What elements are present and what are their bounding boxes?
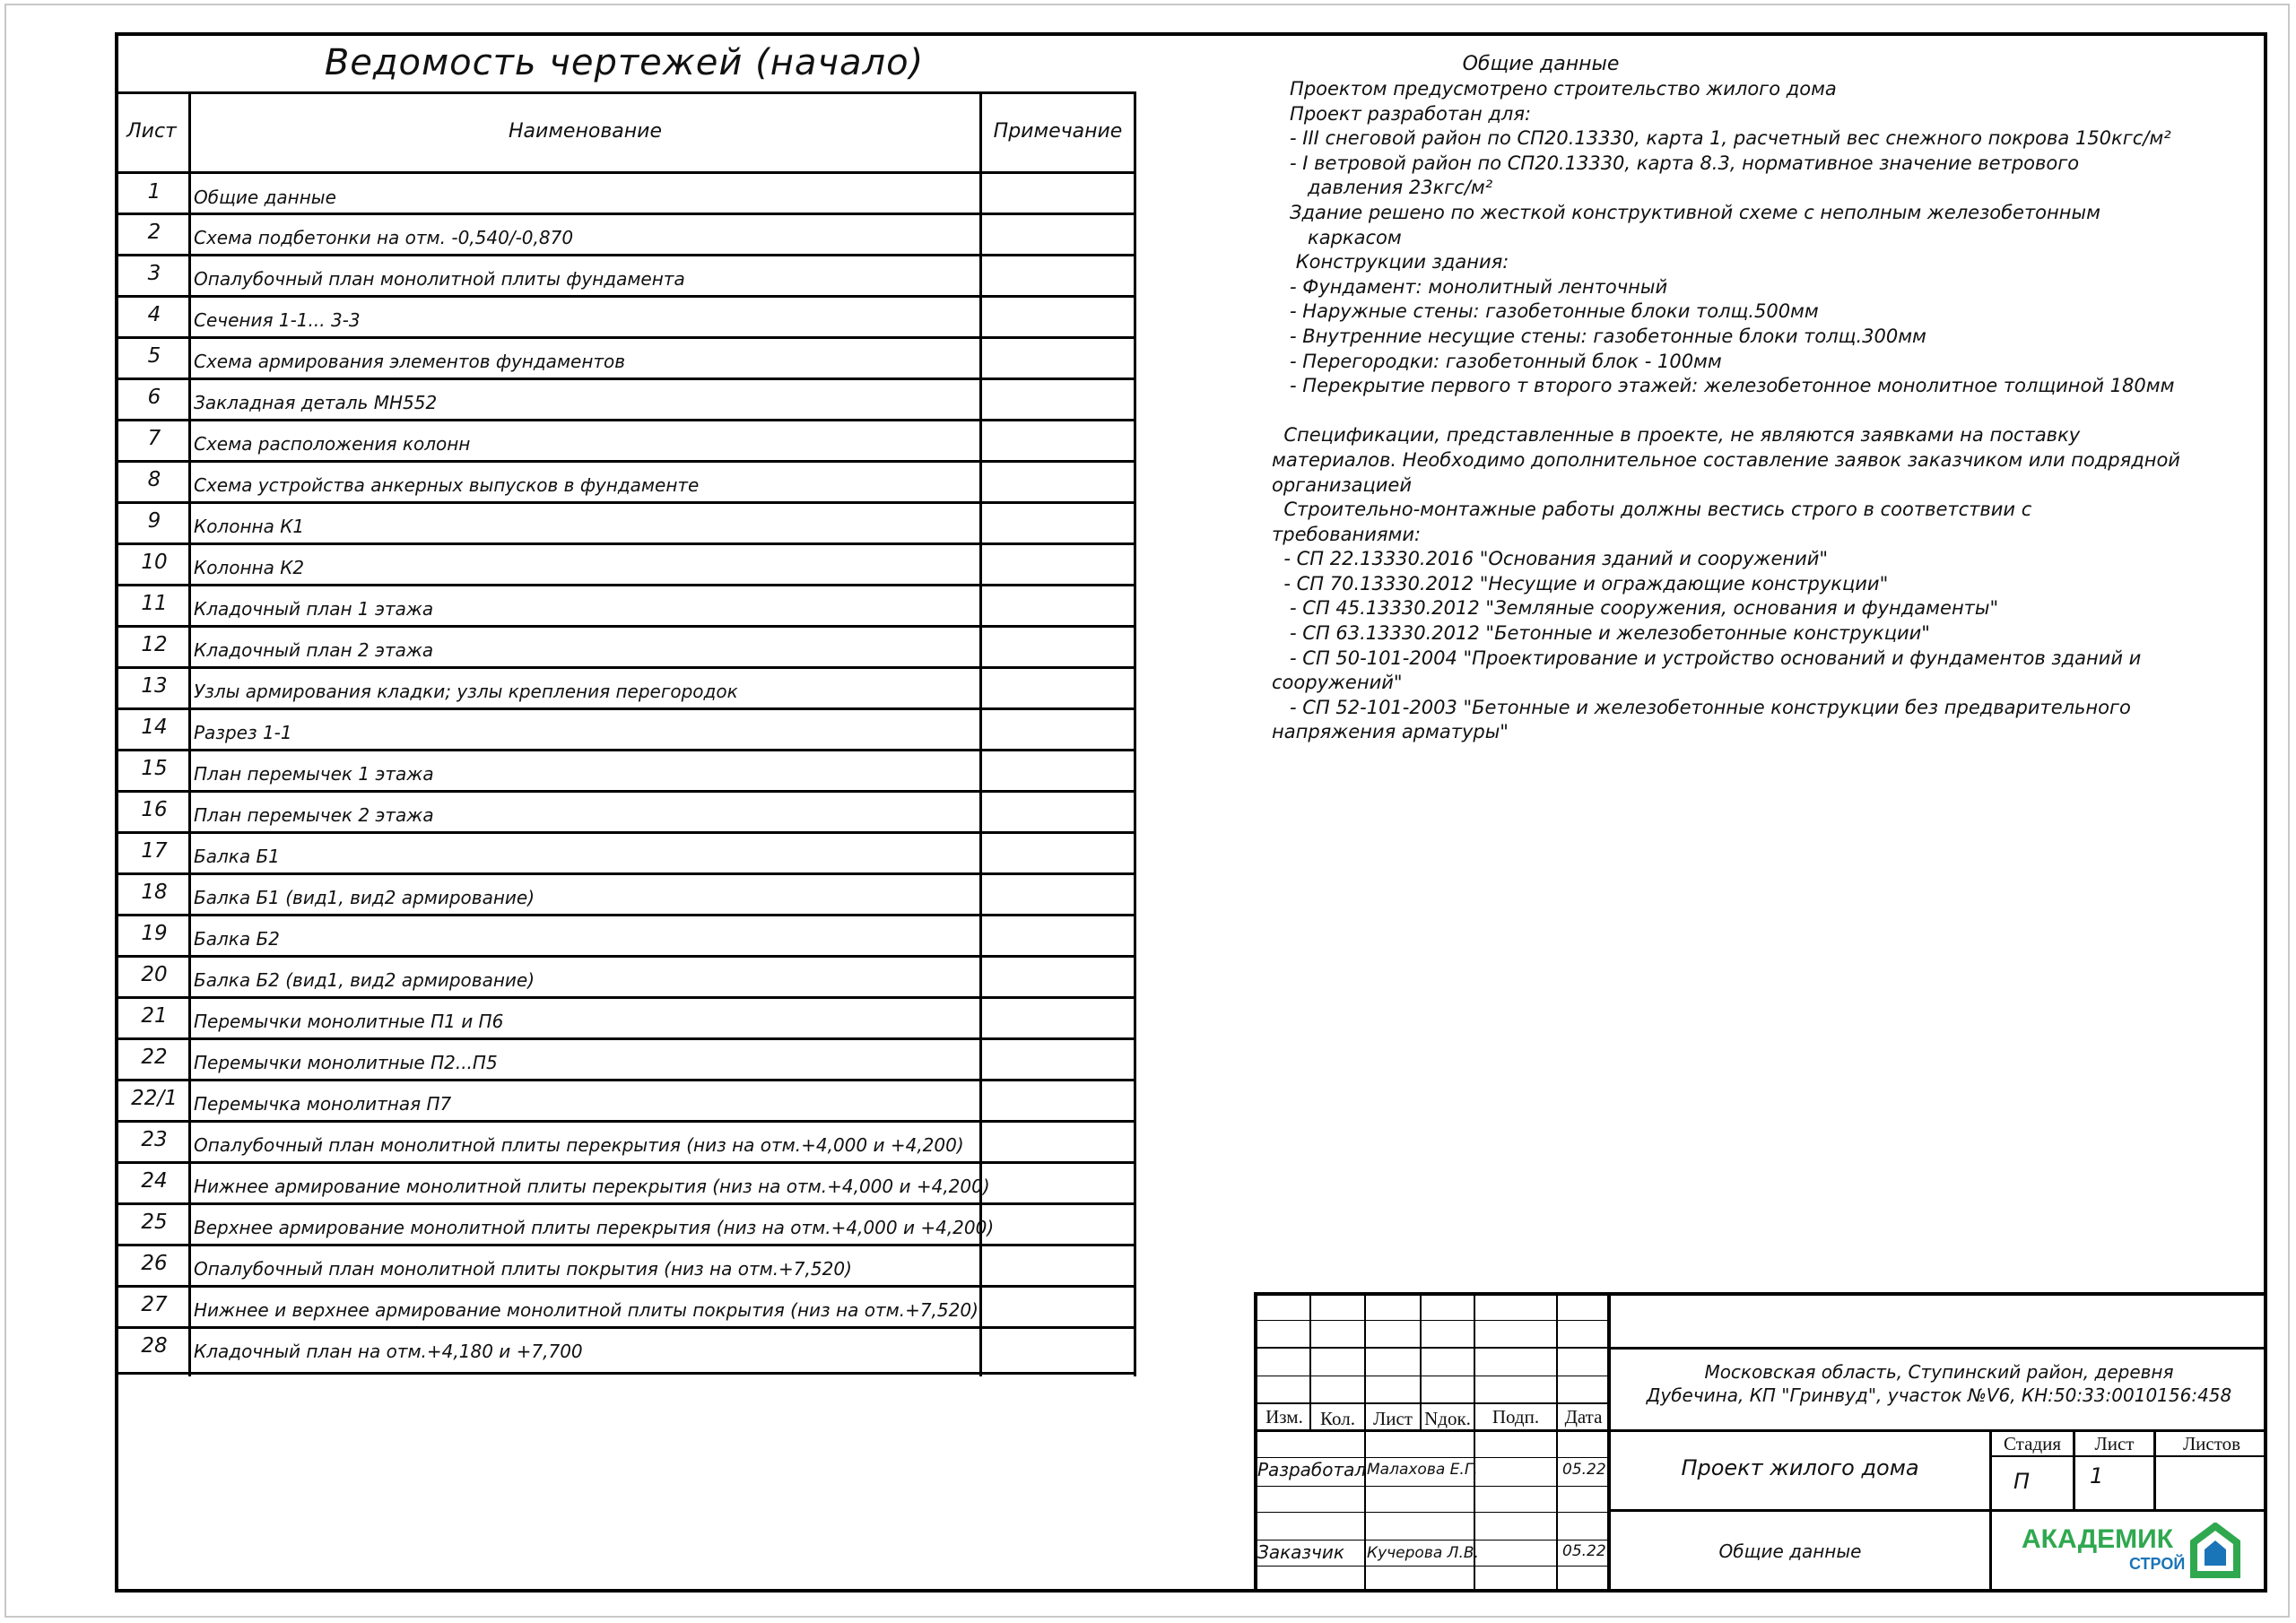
row-drawing-name: Перемычки монолитные П1 и П6 [194, 1011, 504, 1032]
project-name: Проект жилого дома [1681, 1455, 1919, 1480]
table-row-divider [115, 584, 1136, 586]
table-row-divider [115, 378, 1136, 380]
stage-value: П [2013, 1469, 2031, 1494]
row-sheet-number: 9 [147, 509, 161, 533]
table-row-divider [115, 955, 1136, 958]
row-drawing-name: Опалубочный план монолитной плиты перекрытия (низ на отм.+4,000 и +4,200) [194, 1134, 964, 1156]
table-row-divider [115, 1079, 1136, 1081]
row-sheet-number: 6 [147, 386, 161, 409]
row-sheet-number: 27 [141, 1293, 168, 1316]
developer-date: 05.22 [1562, 1461, 1606, 1479]
col-izm: Изм. [1265, 1406, 1303, 1428]
developer-role: Разработал [1257, 1459, 1367, 1480]
row-sheet-number: 2 [147, 221, 161, 244]
row-drawing-name: Нижнее и верхнее армирование монолитной плиты покрытия (низ на отм.+7,520) [194, 1299, 978, 1321]
table-row-divider [115, 1326, 1136, 1329]
notes-line: - III снеговой район по СП20.13330, карта 1, расчетный вес снежного покрова 150кгс/м² [1272, 127, 2171, 150]
row-sheet-number: 20 [141, 963, 168, 986]
notes-line: - СП 22.13330.2016 "Основания зданий и сооружений" [1272, 548, 1829, 570]
row-sheet-number: 21 [141, 1004, 168, 1028]
table-row-divider [115, 254, 1136, 256]
address-line-2: Дубечина, КП "Гринвуд", участок №V6, КН:50:33:0010156:458 [1646, 1384, 2232, 1406]
row-sheet-number: 5 [147, 344, 161, 368]
col-list: Лист [1373, 1408, 1413, 1429]
notes-line: - Фундамент: монолитный ленточный [1272, 275, 1668, 298]
notes-line: Спецификации, представленные в проекте, не являются заявками на поставку [1272, 424, 2081, 447]
notes-line: Проектом предусмотрено строительство жилого дома [1272, 78, 1837, 100]
row-drawing-name: Узлы армирования кладки; узлы крепления перегородок [194, 681, 738, 702]
table-row-divider [115, 542, 1136, 545]
row-sheet-number: 11 [141, 592, 168, 615]
developer-name: Малахова Е.Г. [1367, 1461, 1478, 1479]
logo-text-sub: СТРОЙ [2129, 1555, 2186, 1573]
row-sheet-number: 13 [141, 674, 168, 698]
table-row-divider [115, 1202, 1136, 1205]
row-sheet-number: 26 [141, 1252, 168, 1275]
register-title: Ведомость чертежей (начало) [324, 42, 925, 83]
row-drawing-name: Балка Б2 [194, 928, 280, 950]
table-row-divider [115, 707, 1136, 710]
row-drawing-name: Колонна К2 [194, 557, 305, 578]
notes-line: требованиями: [1272, 523, 1422, 545]
header-sheet: Лист [126, 120, 177, 143]
notes-line: - СП 63.13330.2012 "Бетонные и железобетонные конструкции" [1272, 622, 1930, 645]
notes-line: - СП 50-101-2004 "Проектирование и устройство оснований и фундаментов зданий и [1272, 647, 2142, 669]
table-row-divider [115, 1285, 1136, 1288]
company-logo [2013, 1521, 2246, 1584]
row-drawing-name: Опалубочный план монолитной плиты фундамента [194, 268, 685, 290]
table-row-divider [115, 1161, 1136, 1164]
row-drawing-name: План перемычек 1 этажа [194, 763, 434, 785]
house-icon [2190, 1523, 2240, 1578]
notes-line [1272, 399, 2258, 424]
row-drawing-name: Опалубочный план монолитной плиты покрытия (низ на отм.+7,520) [194, 1258, 852, 1280]
row-sheet-number: 24 [141, 1169, 168, 1193]
customer-role: Заказчик [1257, 1541, 1344, 1563]
notes-line: Здание решено по жесткой конструктивной схеме с неполным железобетонным [1272, 201, 2100, 223]
row-drawing-name: Перемычка монолитная П7 [194, 1093, 452, 1115]
table-row-divider [115, 666, 1136, 669]
row-sheet-number: 15 [141, 757, 168, 780]
notes-line: сооружений" [1272, 672, 1403, 694]
notes-line: - СП 52-101-2003 "Бетонные и железобетонные конструкции без предварительного [1272, 696, 2131, 718]
row-sheet-number: 28 [141, 1334, 168, 1358]
header-note: Примечание [993, 120, 1123, 143]
notes-line: давления 23кгс/м² [1272, 177, 1493, 199]
notes-line: Конструкции здания: [1272, 251, 1509, 273]
notes-line: - СП 45.13330.2012 "Земляные сооружения, основания и фундаменты" [1272, 597, 1999, 620]
col-data: Дата [1564, 1406, 1603, 1428]
col-podp: Подп. [1492, 1406, 1540, 1428]
table-row-divider [115, 419, 1136, 421]
row-sheet-number: 1 [147, 180, 161, 204]
notes-line: - СП 70.13330.2012 "Несущие и ограждающие конструкции" [1272, 572, 1889, 595]
row-drawing-name: Схема армирования элементов фундаментов [194, 351, 626, 372]
row-drawing-name: Схема подбетонки на отм. -0,540/-0,870 [194, 227, 574, 248]
row-drawing-name: Кладочный план на отм.+4,180 и +7,700 [194, 1341, 583, 1362]
row-sheet-number: 10 [141, 551, 168, 574]
table-row-divider [115, 914, 1136, 916]
notes-line: материалов. Необходимо дополнительное составление заявок заказчиком или подрядной [1272, 448, 2180, 471]
row-sheet-number: 19 [141, 922, 168, 945]
row-sheet-number: 16 [141, 798, 168, 821]
table-row-divider [115, 831, 1136, 834]
row-sheet-number: 8 [147, 468, 161, 491]
row-sheet-number: 22 [141, 1046, 168, 1069]
row-drawing-name: Схема устройства анкерных выпусков в фундаменте [194, 474, 700, 496]
row-drawing-name: Балка Б2 (вид1, вид2 армирование) [194, 969, 535, 991]
row-sheet-number: 7 [147, 427, 161, 450]
notes-line: Проект разработан для: [1272, 102, 1532, 125]
logo-text-main: АКАДЕМИК [2022, 1524, 2173, 1554]
col-ndok: Nдок. [1424, 1408, 1471, 1429]
table-row-divider [115, 1244, 1136, 1246]
sheet-value: 1 [2090, 1463, 2104, 1488]
notes-line: - Внутренние несущие стены: газобетонные блоки толщ.300мм [1272, 325, 1926, 347]
row-drawing-name: План перемычек 2 этажа [194, 804, 434, 826]
row-sheet-number: 23 [141, 1128, 168, 1151]
table-row-divider [115, 996, 1136, 999]
notes-line: Строительно-монтажные работы должны вестись строго в соответствии с [1272, 499, 2032, 521]
notes-line: - Перегородки: газобетонный блок - 100мм [1272, 350, 1722, 372]
row-drawing-name: Кладочный план 1 этажа [194, 598, 434, 620]
row-drawing-name: Балка Б1 (вид1, вид2 армирование) [194, 887, 535, 908]
row-drawing-name: Перемычки монолитные П2...П5 [194, 1052, 498, 1073]
row-sheet-number: 12 [141, 633, 168, 656]
row-drawing-name: Общие данные [194, 187, 336, 208]
row-sheet-number: 14 [141, 716, 168, 739]
row-drawing-name: Балка Б1 [194, 846, 280, 867]
row-drawing-name: Закладная деталь МН552 [194, 392, 438, 413]
table-row-divider [115, 213, 1136, 215]
notes-line: организацией [1272, 473, 1413, 496]
table-row-divider [115, 295, 1136, 298]
row-sheet-number: 25 [141, 1211, 168, 1234]
notes-line: - Перекрытие первого т второго этажей: железобетонное монолитное толщиной 180мм [1272, 375, 2175, 397]
row-drawing-name: Сечения 1-1... 3-3 [194, 309, 361, 331]
table-row-divider [115, 749, 1136, 751]
row-sheet-number: 4 [147, 303, 161, 326]
table-row-divider [115, 501, 1136, 504]
row-drawing-name: Разрез 1-1 [194, 722, 292, 743]
sheet-label: Лист [2094, 1433, 2135, 1454]
section-name: Общие данные [1718, 1541, 1862, 1562]
row-drawing-name: Кладочный план 2 этажа [194, 639, 434, 661]
header-name: Наименование [509, 120, 662, 143]
notes-line: - I ветровой район по СП20.13330, карта 8.3, нормативное значение ветрового [1272, 152, 2080, 174]
customer-name: Кучерова Л.В. [1367, 1544, 1479, 1562]
notes-line: напряжения арматуры" [1272, 721, 1509, 743]
table-row-divider [115, 1120, 1136, 1123]
table-row-divider [115, 460, 1136, 463]
table-row-divider [115, 625, 1136, 628]
notes-line: каркасом [1272, 226, 1402, 248]
sheets-label: Листов [2182, 1433, 2241, 1454]
row-sheet-number: 18 [141, 881, 168, 904]
row-drawing-name: Схема расположения колонн [194, 433, 471, 455]
row-sheet-number: 22/1 [131, 1087, 178, 1110]
customer-date: 05.22 [1562, 1542, 1606, 1560]
table-row-divider [115, 1037, 1136, 1040]
table-row-divider [115, 336, 1136, 339]
table-row-divider [115, 790, 1136, 793]
row-drawing-name: Колонна К1 [194, 516, 305, 537]
address-line-1: Московская область, Ступинский район, деревня [1704, 1361, 2174, 1383]
notes-line: - Наружные стены: газобетонные блоки толщ.500мм [1272, 300, 1819, 323]
row-sheet-number: 17 [141, 839, 168, 863]
col-kol: Кол. [1320, 1408, 1355, 1429]
stage-label: Стадия [2003, 1433, 2062, 1454]
row-sheet-number: 3 [147, 262, 161, 285]
table-row-divider [115, 1372, 1136, 1375]
notes-title: Общие данные [1462, 53, 1620, 75]
table-row-divider [115, 872, 1136, 875]
row-drawing-name: Верхнее армирование монолитной плиты перекрытия (низ на отм.+4,000 и +4,200) [194, 1217, 995, 1238]
row-drawing-name: Нижнее армирование монолитной плиты перекрытия (низ на отм.+4,000 и +4,200) [194, 1176, 990, 1197]
